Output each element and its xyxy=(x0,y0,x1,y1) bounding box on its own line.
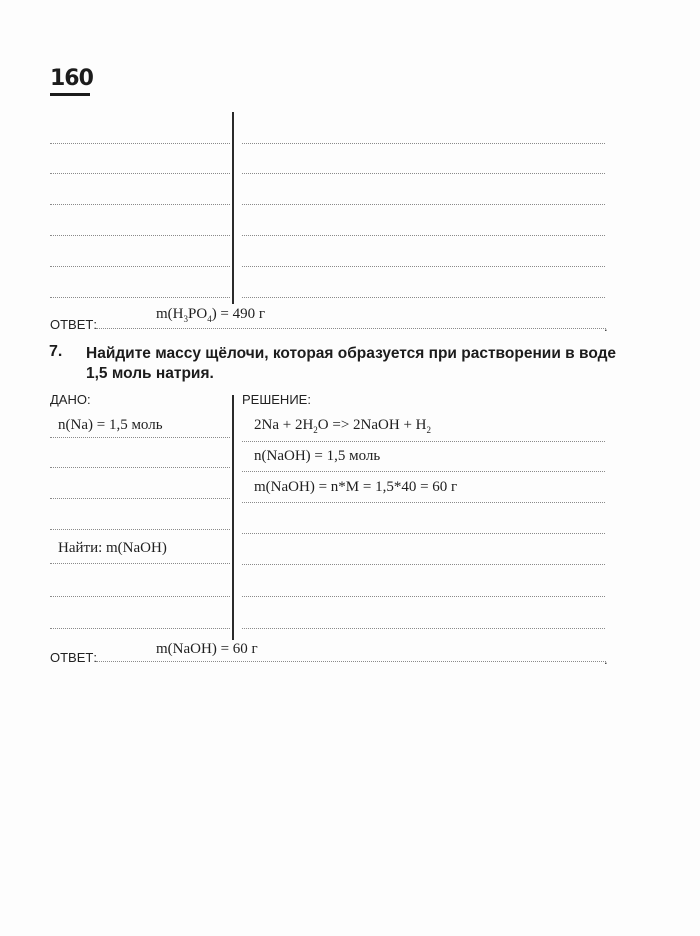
solution-ruled-line xyxy=(242,441,605,442)
answer-line xyxy=(96,661,606,662)
upper-ruled-line xyxy=(50,235,230,236)
upper-ruled-line xyxy=(50,143,230,144)
task-number: 7. xyxy=(49,343,63,360)
answer-end-period: . xyxy=(604,652,608,667)
page-number: 160 xyxy=(50,66,93,91)
page-number-underline xyxy=(50,93,90,96)
solution-naoh-moles: n(NaOH) = 1,5 моль xyxy=(254,448,381,464)
given-ruled-line xyxy=(50,529,230,530)
upper-ruled-line xyxy=(242,173,605,174)
solution-reaction-equation: $2Na + 2H_2O$ => 2NaOH + $H_2$ xyxy=(254,417,431,435)
given-ruled-line xyxy=(50,628,230,629)
prev-answer-line xyxy=(96,328,606,329)
given-ruled-line xyxy=(50,467,230,468)
solution-ruled-line xyxy=(242,564,605,565)
task-statement: Найдите массу щёлочи, которая образуется при растворении в воде 1,5 моль натрия. xyxy=(86,345,617,382)
prev-answer-label: ОТВЕТ: xyxy=(50,317,97,332)
solution-label: РЕШЕНИЕ: xyxy=(242,392,311,407)
given-ruled-line xyxy=(50,596,230,597)
lower-column-divider xyxy=(232,395,234,640)
upper-ruled-line xyxy=(242,297,605,298)
solution-naoh-mass: m(NaOH) = n*M = 1,5*40 = 60 г xyxy=(254,479,458,495)
upper-ruled-line xyxy=(242,235,605,236)
given-ruled-line xyxy=(50,437,230,438)
upper-column-divider xyxy=(232,112,234,304)
given-ruled-line xyxy=(50,563,230,564)
upper-ruled-line xyxy=(242,266,605,267)
answer-label: ОТВЕТ: xyxy=(50,650,97,665)
solution-ruled-line xyxy=(242,533,605,534)
given-label: ДАНО: xyxy=(50,392,91,407)
prev-answer-end-period: . xyxy=(604,319,608,334)
given-ruled-line xyxy=(50,498,230,499)
upper-ruled-line xyxy=(50,173,230,174)
upper-ruled-line xyxy=(50,204,230,205)
solution-ruled-line xyxy=(242,471,605,472)
given-na-amount: n(Na) = 1,5 моль xyxy=(58,417,163,433)
upper-ruled-line xyxy=(50,266,230,267)
solution-ruled-line xyxy=(242,628,605,629)
upper-ruled-line xyxy=(50,297,230,298)
prev-answer-value: $m(H_3PO_4) = 490$ г xyxy=(156,306,266,324)
solution-ruled-line xyxy=(242,502,605,503)
solution-ruled-line xyxy=(242,596,605,597)
answer-value: m(NaOH) = 60 г xyxy=(156,641,258,657)
given-find: Найти: m(NaOH) xyxy=(58,540,167,556)
upper-ruled-line xyxy=(242,143,605,144)
upper-ruled-line xyxy=(242,204,605,205)
